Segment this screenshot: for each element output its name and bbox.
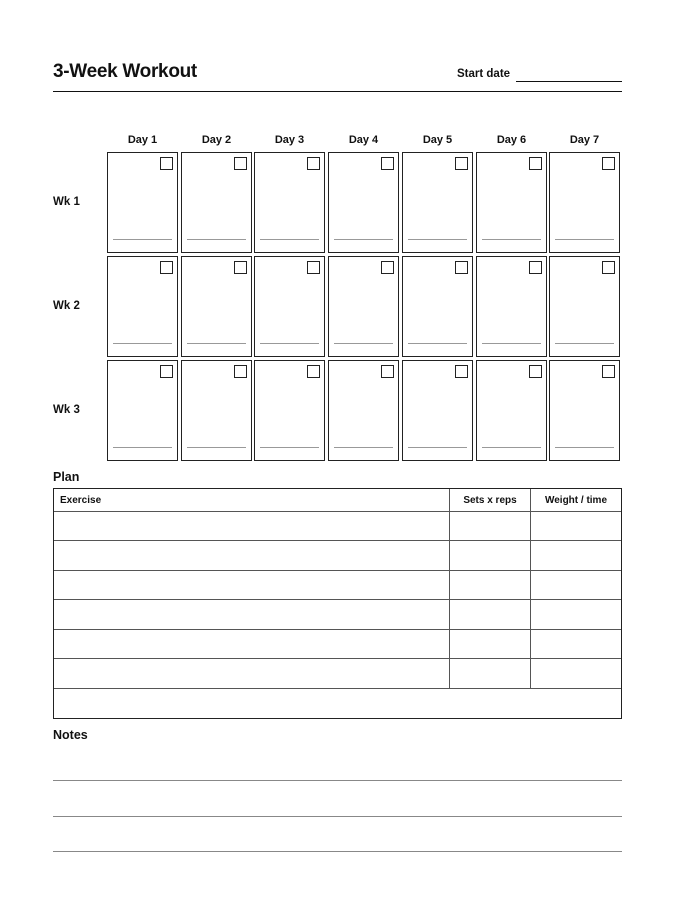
day-note-line[interactable]	[260, 343, 319, 344]
weight-time-cell[interactable]	[531, 630, 621, 658]
day-note-line[interactable]	[482, 447, 541, 448]
day-checkbox[interactable]	[381, 157, 394, 170]
day-note-line[interactable]	[187, 447, 246, 448]
exercise-cell[interactable]	[54, 541, 450, 570]
day-checkbox[interactable]	[602, 157, 615, 170]
week-label-3: Wk 3	[53, 404, 80, 416]
weight-time-cell[interactable]	[531, 659, 621, 688]
plan-title: Plan	[53, 470, 80, 484]
day-checkbox[interactable]	[160, 157, 173, 170]
sets-reps-cell[interactable]	[450, 512, 531, 540]
day-note-line[interactable]	[408, 239, 467, 240]
exercise-cell[interactable]	[54, 630, 450, 658]
plan-column-header: Weight / time	[544, 495, 608, 506]
plan-column-header: Sets x reps	[450, 489, 531, 511]
exercise-cell[interactable]	[54, 512, 450, 540]
exercise-cell[interactable]	[54, 600, 450, 629]
weight-time-cell[interactable]	[531, 571, 621, 599]
weight-time-cell[interactable]	[531, 541, 621, 570]
day-checkbox[interactable]	[160, 261, 173, 274]
week-label-2: Wk 2	[53, 300, 80, 312]
table-row	[54, 600, 621, 630]
day-header-6: Day 6	[496, 134, 527, 146]
day-cell[interactable]	[181, 360, 252, 461]
day-checkbox[interactable]	[529, 365, 542, 378]
sets-reps-cell[interactable]	[450, 571, 531, 599]
day-cell[interactable]	[254, 152, 325, 253]
weight-time-cell[interactable]	[531, 512, 621, 540]
weight-time-cell[interactable]	[531, 600, 621, 629]
day-cell[interactable]	[476, 152, 547, 253]
day-note-line[interactable]	[260, 239, 319, 240]
day-note-line[interactable]	[482, 343, 541, 344]
day-note-line[interactable]	[555, 343, 614, 344]
day-checkbox[interactable]	[455, 157, 468, 170]
plan-table	[53, 488, 622, 719]
table-row	[54, 512, 621, 541]
sets-reps-cell[interactable]	[450, 600, 531, 629]
day-note-line[interactable]	[408, 343, 467, 344]
day-cell[interactable]	[402, 256, 473, 357]
day-checkbox[interactable]	[160, 365, 173, 378]
day-note-line[interactable]	[555, 239, 614, 240]
exercise-cell[interactable]	[54, 571, 450, 599]
header-divider	[53, 91, 622, 92]
day-note-line[interactable]	[113, 239, 172, 240]
week-label-1: Wk 1	[53, 196, 80, 208]
day-checkbox[interactable]	[529, 261, 542, 274]
day-cell[interactable]	[476, 256, 547, 357]
day-header-1: Day 1	[127, 134, 158, 146]
day-note-line[interactable]	[334, 239, 393, 240]
day-checkbox[interactable]	[234, 157, 247, 170]
day-cell[interactable]	[181, 152, 252, 253]
day-note-line[interactable]	[187, 239, 246, 240]
day-checkbox[interactable]	[602, 261, 615, 274]
day-note-line[interactable]	[113, 447, 172, 448]
day-cell[interactable]	[549, 152, 620, 253]
day-note-line[interactable]	[555, 447, 614, 448]
day-cell[interactable]	[549, 360, 620, 461]
day-checkbox[interactable]	[381, 261, 394, 274]
sets-reps-cell[interactable]	[450, 541, 531, 570]
notes-line[interactable]	[53, 780, 622, 781]
day-cell[interactable]	[181, 256, 252, 357]
start-date-label: Start date	[457, 68, 511, 80]
day-cell[interactable]	[328, 360, 399, 461]
day-checkbox[interactable]	[307, 157, 320, 170]
day-header-4: Day 4	[348, 134, 379, 146]
day-checkbox[interactable]	[307, 365, 320, 378]
day-note-line[interactable]	[260, 447, 319, 448]
day-header-2: Day 2	[201, 134, 232, 146]
day-header-3: Day 3	[274, 134, 305, 146]
notes-line[interactable]	[53, 851, 622, 852]
day-note-line[interactable]	[334, 447, 393, 448]
sets-reps-cell[interactable]	[450, 659, 531, 688]
day-note-line[interactable]	[408, 447, 467, 448]
notes-title: Notes	[53, 728, 88, 742]
exercise-cell[interactable]	[54, 659, 450, 688]
notes-line[interactable]	[53, 816, 622, 817]
day-cell[interactable]	[549, 256, 620, 357]
sets-reps-cell[interactable]	[450, 630, 531, 658]
day-note-line[interactable]	[187, 343, 246, 344]
day-checkbox[interactable]	[455, 261, 468, 274]
day-cell[interactable]	[402, 360, 473, 461]
day-cell[interactable]	[107, 152, 178, 253]
day-cell[interactable]	[328, 256, 399, 357]
day-header-5: Day 5	[422, 134, 453, 146]
table-row	[54, 541, 621, 571]
day-checkbox[interactable]	[602, 365, 615, 378]
day-cell[interactable]	[476, 360, 547, 461]
plan-header-row	[54, 489, 621, 512]
plan-column-header: Exercise	[54, 489, 450, 511]
table-row	[54, 571, 621, 600]
day-cell[interactable]	[107, 256, 178, 357]
day-checkbox[interactable]	[234, 261, 247, 274]
day-cell[interactable]	[328, 152, 399, 253]
day-cell[interactable]	[254, 256, 325, 357]
day-cell[interactable]	[402, 152, 473, 253]
day-note-line[interactable]	[113, 343, 172, 344]
day-checkbox[interactable]	[234, 365, 247, 378]
page-title: 3-Week Workout	[53, 61, 197, 82]
day-header-7: Day 7	[569, 134, 600, 146]
day-checkbox[interactable]	[307, 261, 320, 274]
day-cell[interactable]	[254, 360, 325, 461]
table-row	[54, 630, 621, 659]
day-cell[interactable]	[107, 360, 178, 461]
day-checkbox[interactable]	[455, 365, 468, 378]
day-checkbox[interactable]	[529, 157, 542, 170]
day-checkbox[interactable]	[381, 365, 394, 378]
day-note-line[interactable]	[482, 239, 541, 240]
start-date-field[interactable]	[516, 81, 622, 82]
day-note-line[interactable]	[334, 343, 393, 344]
table-row	[54, 659, 621, 689]
